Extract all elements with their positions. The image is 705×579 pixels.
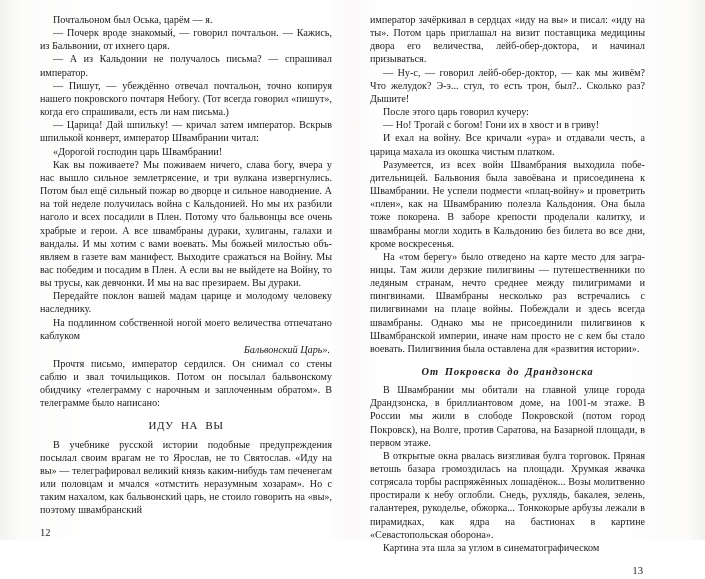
paragraph: Прочтя письмо, император сердился. Он снимал со стены саблю и звал точильщиков. Потом он посылал бальвонскому обидчику «телеграмму с нарочным и заплоченным обратом». В телеграмме было написано: — [40, 358, 332, 410]
paragraph: И ехал на войну. Все кричали «ура» и отдавали честь, а царица махала из окошка чистым платком. — [370, 133, 645, 158]
letter-closing: Передайте поклон вашей мадам царице и молодому человеку наследнику. — [40, 291, 332, 316]
paragraph: В открытые окна рвалась визгливая булга торговок. Пряная ветошь базара громоздилась на площади. Хрумкая жвачка сотрясала торбы распряжённых лошадёнок... Возы молитвенно простирали к небу оглобли. Снедь, рухлядь, бакалея, зелень, галантерея, рукоделье, обжорка... Тонкокорые арбузы лежали в пирамидках, как ядра на бастионах в картине «Севастопольская оборона». — [370, 450, 645, 541]
letter-body: Как вы поживаете? Мы поживаем ничего, слава богу, вчера у нас вышло сильное землетрясение, и три вулкана извергнулись. Потом был ещё сильный пожар во дворце и сильное наводнение. А на той неделе получилась война с Кальдонией. Но мы их разбили наголо и всех посадили в Плен. Потому что бальвонцы все очень храбрые и герои. А все швамбраны дураки, хулиганы, галахи и вандалы. И мы хотим с вами воевать. Мы божьей милостью объявляем в газете вам манифест. Выходите сражаться на Войну. Мы вас победим и посадим в Плен. А если вы не выйдете на Войну, то вы трусы, как девчонки. И мы на вас презираем. Вы дураки. — [40, 159, 332, 290]
paragraph: Разумеется, из всех войн Швамбрания выходила победительницей. Бальвония была завоёвана и присоединена к Швамбрании. Не успели подмести «плац-войну» и проветрить «плен», как на Швамбранию полезла Кальдония. Она была тоже покорена. В заборе крепости проделали калитку, и швамбраны могли ходить в Кальдонию без билета во все дни, кроме воскресенья. — [370, 159, 645, 250]
paragraph: — Царица! Дай шпильку! — кричал затем император. Вскрыв шпилькой конверт, император Швамбрании читал: — [40, 120, 332, 145]
letter-signature: Бальвонский Царь». — [243, 344, 330, 356]
paragraph: Картина эта шла за углом в синематографическом — [383, 542, 600, 554]
letter-salutation: «Дорогой господин царь Швамбрании! — [53, 146, 223, 158]
telegram-heading: ИДУ НА ВЫ — [148, 419, 224, 432]
paragraph: Почтальоном был Оська, царём — я. — [53, 15, 213, 26]
right-page — [338, 14, 645, 578]
page-number-right: 13 — [632, 566, 643, 578]
paragraph-continuation: император зачёркивал в сердцах «иду на вы» и писал: «иду на ты». Потом царь приглашал на визит поставщика медицины двора его величества, лейб-обер-доктора, и начинал призываться. — [370, 15, 645, 66]
page-number-left: 12 — [40, 528, 51, 540]
paragraph: В Швамбрании мы обитали на главной улице города Драндзонска, в бриллиантовом доме, на 1001-м этаже. В России мы жили в слободе Покровской (потом город Покровск), на Волге, против Саратова, на Базарной площади, в первом этаже. — [370, 385, 645, 449]
paragraph: — Ну-с, — говорил лейб-обер-доктор, — как мы живём? Что желудок? Э-э... стул, то есть трон, был?.. Сколько раз? Дышите! — [370, 67, 645, 105]
paragraph: — А из Кальдонии не получалось письма? — спрашивал император. — [40, 54, 332, 79]
left-page-text-column — [40, 14, 332, 517]
paragraph: На «том берегу» было отведено на карте место для заграницы. Там жили дерзкие пилигвины — путешественники по ледяным странам, нечто среднее между пилигримами и пингвинами. Швамбраны несколько раз встречались с пилигвинами на плаце войны. Побеждали и здесь всегда швамбраны. Однако мы не присоединили пилигвинов к Швамбранской империи, иначе нам просто не с кем бы стало воевать. Пилигвиния была оставлена для «развития истории». — [370, 251, 645, 355]
right-page-text-column — [370, 14, 645, 555]
chapter-heading: От Покровска до Драндзонска — [421, 367, 594, 379]
paragraph: В учебнике русской истории подобные предупреждения посылал своим врагам не то Ярослав, не то Святослав. «Иду на вы» — телеграфировал великий князь каким-нибудь там печенегам или половцам и мчался «отмстить неразумным хозарам». Но с таким нахалом, как бальвонский царь, не стоило говорить на «вы», поэтому швамбранский — [40, 439, 332, 517]
paragraph: После этого царь говорил кучеру: — [383, 107, 530, 119]
letter-sealing-line: На подлинном собственной ногой моего величества отпечатано каблуком — [40, 317, 332, 342]
paragraph: — Пишут, — убеждённо отвечал почтальон, точно копируя нашего покровского почтаря Небогу. (Тот всегда говорил «пишут», когда его спрашивали, есть ли нам письма.) — [40, 80, 332, 119]
paragraph: — Но! Трогай с богом! Гони их в хвост и в гриву! — [383, 120, 600, 132]
paragraph: — Почерк вроде знакомый, — говорил почтальон. — Кажись, из Бальвонии, от ихнего царя. — [40, 28, 332, 53]
left-page — [40, 14, 338, 540]
